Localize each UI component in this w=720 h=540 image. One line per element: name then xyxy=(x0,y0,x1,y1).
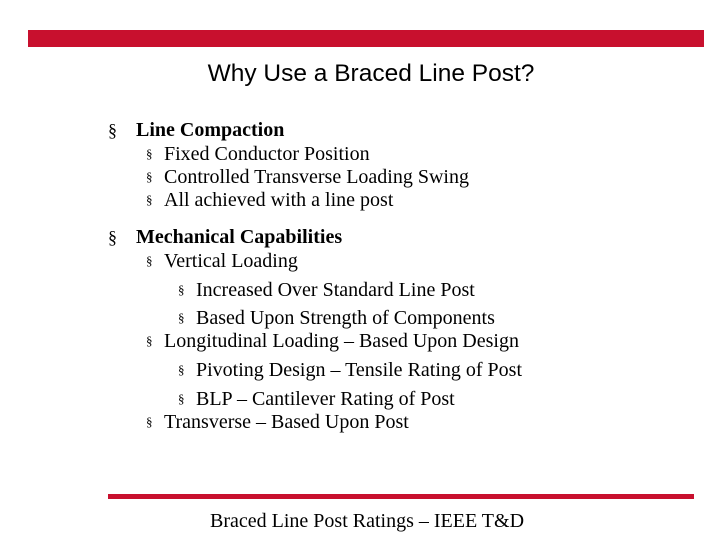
bullet-controlled-transverse xyxy=(146,166,469,189)
footer-divider xyxy=(108,494,694,499)
bullet-icon: § xyxy=(178,362,185,377)
bullet-longitudinal-loading xyxy=(146,330,519,353)
bullet-label: Pivoting Design – Tensile Rating of Post xyxy=(196,359,523,381)
bullet-icon: § xyxy=(146,253,153,268)
bullet-label: All achieved with a line post xyxy=(164,189,394,211)
bullet-label: Vertical Loading xyxy=(164,250,298,272)
bullet-label: Increased Over Standard Line Post xyxy=(196,279,475,301)
bullet-icon: § xyxy=(146,146,153,161)
bullet-icon: § xyxy=(178,391,185,406)
bullet-increased-over-standard xyxy=(178,279,475,302)
slide-title: Why Use a Braced Line Post? xyxy=(207,60,535,87)
bullet-label: Based Upon Strength of Components xyxy=(196,307,495,329)
bullet-icon: § xyxy=(178,282,185,297)
bullet-label: BLP – Cantilever Rating of Post xyxy=(196,388,455,410)
bullet-vertical-loading xyxy=(146,250,298,273)
bullet-label: Longitudinal Loading – Based Upon Design xyxy=(164,330,519,352)
bullet-based-upon-strength xyxy=(178,307,495,330)
bullet-label: Line Compaction xyxy=(136,119,285,141)
top-accent-bar xyxy=(28,30,704,47)
bullet-icon: § xyxy=(108,227,117,247)
bullet-mechanical-capabilities xyxy=(108,226,342,249)
bullet-label: Controlled Transverse Loading Swing xyxy=(164,166,469,188)
bullet-line-compaction xyxy=(108,119,284,142)
bullet-label: Fixed Conductor Position xyxy=(164,143,370,165)
footer-text: Braced Line Post Ratings – IEEE T&D xyxy=(210,510,525,532)
bullet-icon: § xyxy=(108,120,117,140)
bullet-icon: § xyxy=(146,169,153,184)
bullet-label: Mechanical Capabilities xyxy=(136,226,343,248)
bullet-fixed-conductor-position xyxy=(146,143,370,166)
bullet-blp-cantilever xyxy=(178,388,455,411)
bullet-icon: § xyxy=(146,414,153,429)
bullet-transverse xyxy=(146,411,409,434)
bullet-pivoting-design xyxy=(178,359,522,382)
bullet-all-achieved xyxy=(146,189,393,212)
bullet-label: Transverse – Based Upon Post xyxy=(164,411,409,433)
bullet-icon: § xyxy=(146,333,153,348)
bullet-icon: § xyxy=(178,310,185,325)
bullet-icon: § xyxy=(146,192,153,207)
